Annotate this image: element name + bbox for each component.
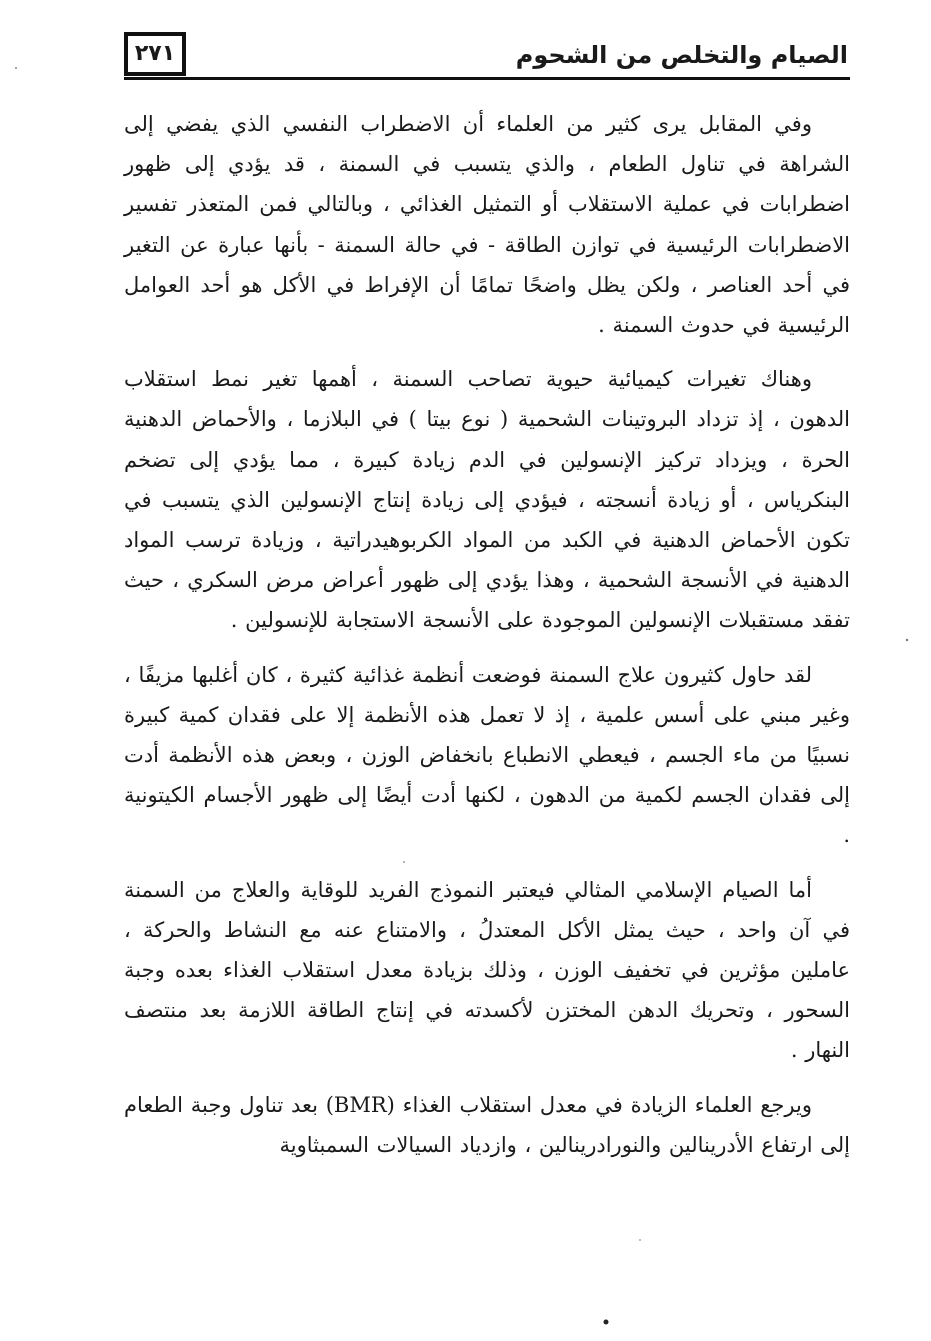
- paragraph: لقد حاول كثيرون علاج السمنة فوضعت أنظمة غذائية كثيرة ، كان أغلبها مزيفًا ، وغير مبني على أسس علمية ، إذ لا تعمل هذه الأنظمة إلا على فقدان كمية كبيرة نسبيًا من ماء الجسم ، فيعطي الانطباع بانخفاض الوزن ، وبعض هذه الأنظمة أدت إلى فقدان الجسم لكمية من الدهون ، لكنها أدت أيضًا إلى ظهور الأجسام الكيتونية .: [124, 662, 850, 848]
- running-title: الصيام والتخلص من الشحوم: [515, 41, 848, 69]
- speck: [15, 67, 17, 69]
- paragraph: وفي المقابل يرى كثير من العلماء أن الاضطراب النفسي الذي يفضي إلى الشراهة في تناول الطعام ، والذي يتسبب في السمنة ، قد يؤدي إلى ظهور اضطرابات في عملية الاستقلاب أو التمثيل الغذائي ، وبالتالي فمن المتعذر تفسير الاضطرابات الرئيسية في توازن الطاقة - في حالة السمنة - بأنها عبارة عن التغير في أحد العناصر ، ولكن يظل واضحًا تمامًا أن الإفراط في الأكل هو أحد العوامل الرئيسية في حدوث السمنة .: [124, 112, 850, 338]
- page-header: [124, 32, 850, 80]
- paragraph: ويرجع العلماء الزيادة في معدل استقلاب الغذاء (BMR) بعد تناول وجبة الطعام إلى ارتفاع الأدرينالين والنورادرينالين ، وازدياد السيالات السمبثاوية: [124, 1092, 850, 1157]
- paragraph: أما الصيام الإسلامي المثالي فيعتبر النموذج الفريد للوقاية والعلاج من السمنة في آن واحد ، حيث يمثل الأكل المعتدلُ ، والامتناع عنه مع النشاط والحركة ، عاملين مؤثرين في تخفيف الوزن ، وذلك بزيادة معدل استقلاب الغذاء بعده وجبة السحور ، وتحريك الدهن المختزن لأكسدته في إنتاج الطاقة اللازمة بعد منتصف النهار .: [124, 877, 850, 1063]
- page-number: ٢٧١: [134, 41, 176, 66]
- speck: [906, 639, 908, 641]
- paragraph: وهناك تغيرات كيميائية حيوية تصاحب السمنة ، أهمها تغير نمط استقلاب الدهون ، إذ تزداد البروتينات الشحمية ( نوع بيتا ) في البلازما ، والأحماض الدهنية الحرة ، ويزداد تركيز الإنسولين في الدم زيادة كبيرة ، مما يؤدي إلى تضخم البنكرياس ، أو زيادة أنسجته ، فيؤدي إلى زيادة إنتاج الإنسولين الذي يتسبب في تكون الأحماض الدهنية في الكبد من المواد الكربوهيدراتية ، وزيادة ترسب المواد الدهنية في الأنسجة الشحمية ، وهذا يؤدي إلى ظهور أعراض مرض السكري ، حيث تفقد مستقبلات الإنسولين الموجودة على الأنسجة الاستجابة للإنسولين .: [124, 367, 850, 633]
- page-number-box: [124, 32, 186, 76]
- speck: [604, 1320, 609, 1325]
- header-rule: [124, 77, 850, 80]
- body-text: [124, 104, 850, 1179]
- speck: [639, 1239, 641, 1241]
